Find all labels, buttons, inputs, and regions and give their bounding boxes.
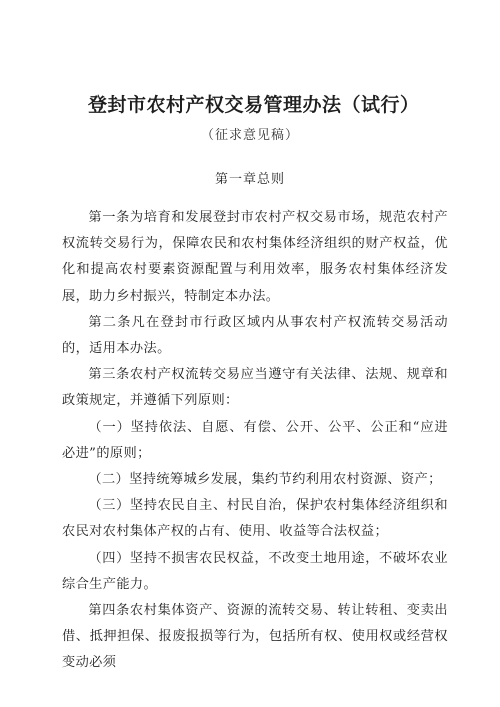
paragraph-principle-4: （四）坚持不损害农民权益，不改变土地用途，不破坏农业综合生产能力。 <box>62 550 448 592</box>
paragraph-principle-3: （三）坚持农民自主、村民自治，保护农村集体经济组织和农民对农村集体产权的占有、使用、收益等合法权益； <box>62 498 448 540</box>
paragraph-article-2: 第二条凡在登封市行政区域内从事农村产权流转交易活动的，适用本办法。 <box>62 314 448 357</box>
document-title: 登封市农村产权交易管理办法（试行） <box>88 94 420 116</box>
document-subtitle: （征求意见稿） <box>200 128 299 143</box>
paragraph-article-1: 第一条为培育和发展登封市农村产权交易市场，规范农村产权流转交易行为，保障农民和农村集体经济组织的财产权益，优化和提高农村要素资源配置与利用效率，服务农村集体经济发展，助力乡村振兴，特制定本办法。 <box>62 210 448 304</box>
paragraph-principle-1: （一）坚持依法、自愿、有偿、公开、公平、公正和“应进必进”的原则； <box>62 419 448 461</box>
chapter-heading: 第一章总则 <box>214 172 285 187</box>
paragraph-article-3: 第三条农村产权流转交易应当遵守有关法律、法规、规章和政策规定，并遵循下列原则： <box>62 367 448 409</box>
document-body <box>62 205 448 677</box>
paragraph-principle-2: （二）坚持统筹城乡发展，集约节约利用农村资源、资产； <box>88 472 442 488</box>
paragraph-article-4: 第四条农村集体资产、资源的流转交易、转让转租、变卖出借、抵押担保、报废报损等行为，包括所有权、使用权或经营权变动必须 <box>62 603 448 671</box>
